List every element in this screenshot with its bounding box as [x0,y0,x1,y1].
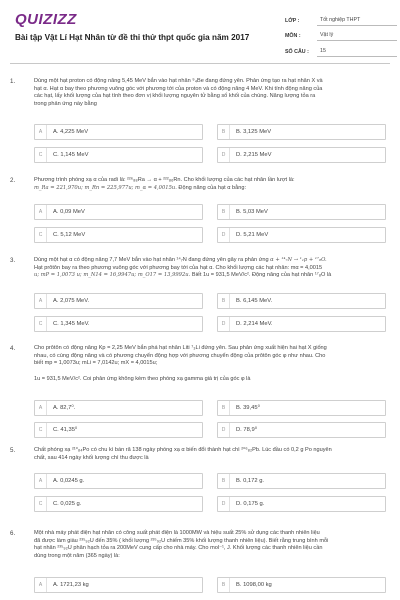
formula: u; mP = 1,0073 u; m_N14 = 16,9947u; m_O17 = 13,9992u. [34,272,191,279]
option-b[interactable] [217,204,386,220]
option-letter: B [218,205,230,219]
question-text [34,177,384,192]
option-text: C. 0,025 g. [53,501,82,507]
option-text: C. 41,35⁰ [53,427,78,433]
option-text: B. 1098,00 kg [236,582,272,588]
question-line [34,257,384,265]
option-letter: D [218,148,230,162]
question-number: 2. [10,177,16,184]
option-d[interactable] [217,227,386,243]
option-c[interactable] [34,147,203,163]
option-letter: C [35,497,47,511]
option-text: C. 5,12 MeV [53,232,86,238]
option-text: A. 1721,23 kg [53,582,89,588]
question-line: dùng trong một năm (365 ngày) là: [34,553,120,560]
option-text: D. 2,214 MeV. [236,321,273,327]
option-c[interactable] [34,422,203,438]
question-text [34,78,384,109]
option-c[interactable] [34,227,203,243]
option-letter: C [35,317,47,331]
option-letter: A [35,125,47,139]
question-line-text: Dùng một hạt α có động năng 7,7 MeV bắn vào hạt nhân ¹⁴₇N đang đứng yên gây ra phản ứng [34,257,271,263]
option-a[interactable] [34,577,203,593]
question-line: Hạt prôtôn bay ra theo phương vuông góc với phương bay tới của hạt α. Cho khối lượng các hạt nhân: mα = 4,0015 [34,264,323,271]
question-line: Một nhà máy phát điện hạt nhân có công suất phát điện là 1000MW và hiệu suất 25% sử dụng các thanh nhiên liệu [34,530,320,536]
question-line: trong phản ứng này bằng [34,101,97,108]
option-letter: B [218,294,230,308]
option-d[interactable] [217,147,386,163]
option-text: B. 39,45⁰ [236,405,260,411]
question-text [34,530,384,561]
option-text: B. 6,145 MeV. [236,298,273,304]
meta-row-class [285,10,397,26]
option-a[interactable] [34,204,203,220]
document-title: Bài tập Vật Lí Hạt Nhân từ đề thi thử thpt quốc gia năm 2017 [15,33,250,42]
option-letter: C [35,423,47,437]
formula: m_Ra = 221,970u; m_Rn = 225,977u; m_α = 4,0015u. [34,184,177,191]
question-line: các hạt, lấy khối lượng của hạt tính theo đơn vị khối lượng nguyên tử bằng số khối của chúng. Năng lượng tỏa ra [34,93,316,100]
option-b[interactable] [217,473,386,489]
option-text: A. 82,7⁰. [53,405,76,411]
option-text: A. 4,225 MeV [53,129,89,135]
option-text: A. 2,075 MeV. [53,298,90,304]
option-a[interactable] [34,293,203,309]
question-2 [10,177,390,267]
option-text: D. 2,215 MeV [236,152,272,158]
question-6 [10,530,390,596]
question-text [34,257,384,280]
question-line: Dùng một hạt proton có động năng 5,45 MeV bắn vào hạt nhân ⁹₄Be đang đứng yên. Phản ứng tạo ra hạt nhân X và [34,78,323,84]
question-number: 3. [10,257,16,264]
option-d[interactable] [217,496,386,512]
option-b[interactable] [217,124,386,140]
meta-value: Vật lý [317,32,397,41]
question-line-text: Động năng của hạt α bằng: [176,184,247,191]
option-letter: A [35,474,47,488]
option-letter: C [35,148,47,162]
option-letter: B [218,578,230,592]
option-letter: C [35,228,47,242]
question-line: hạt α. Hạt α bay theo phương vuông góc với phương tới của proton và có động năng 4 MeV. Khi tính động năng của [34,85,323,92]
option-text: B. 0,172 g. [236,478,265,484]
option-c[interactable] [34,496,203,512]
meta-label: SỐ CÂU : [285,48,309,55]
question-line: Cho prôtôn có động năng Kp = 2,25 MeV bắn phá hạt nhân Liti ⁷₃Li đứng yên. Sau phản ứng xuất hiện hai hạt X giống [34,345,327,351]
question-line: nhau, có cùng động năng và có phương chuyển động hợp với phương chuyển động của prôtôn góc φ như nhau. Cho [34,352,326,359]
question-number: 5. [10,447,16,454]
formula: α + ¹⁴₇N → ¹₁p + ¹⁷₈O. [270,257,327,263]
option-letter: A [35,578,47,592]
option-letter: A [35,401,47,415]
question-line: chất, sau 414 ngày khối lượng chì thu được là [34,454,149,461]
option-letter: D [218,317,230,331]
question-5 [10,447,390,527]
option-a[interactable] [34,473,203,489]
option-text: C. 1,345 MeV. [53,321,90,327]
option-d[interactable] [217,422,386,438]
option-b[interactable] [217,400,386,416]
question-line: hạt nhân ²³⁵₉₂U phân hạch tỏa ra 200MeV cung cấp cho nhà máy. Cho mol⁻¹, J. Khối lượng các thanh nhiên liệu cần [34,545,323,552]
option-d[interactable] [217,316,386,332]
option-text: B. 5,03 MeV [236,209,268,215]
meta-panel [285,10,397,57]
option-a[interactable] [34,124,203,140]
question-line: Phương trình phóng xạ α của radi là: ²²⁶₈₈Ra → α + ²²²₈₆Rn. Cho khối lượng của các hạt nhân lần lượt là: [34,177,295,183]
question-4 [10,345,390,445]
document-header [10,0,390,64]
option-letter: A [35,294,47,308]
option-text: C. 1,145 MeV [53,152,89,158]
option-text: D. 0,175 g. [236,501,265,507]
option-text: A. 0,09 MeV [53,209,85,215]
option-text: D. 5,21 MeV [236,232,269,238]
question-line: biết mp = 1,0073u; mLi = 7,0142u; mX = 4,0015u; [34,360,158,367]
quizizz-logo: QUIZIZZ [15,11,77,28]
option-letter: B [218,474,230,488]
meta-value: 15 [317,48,397,57]
option-letter: B [218,401,230,415]
option-letter: D [218,423,230,437]
question-line: Chất phóng xạ ²¹⁰₈₄Po có chu kì bán rã 138 ngày phóng xạ α biến đổi thành hạt chì ²⁰⁶₈₂Pb. Lúc đầu có 0,2 g Po nguyên [34,447,332,453]
option-c[interactable] [34,316,203,332]
question-3 [10,257,390,347]
question-line [34,272,384,280]
question-number: 4. [10,345,16,352]
question-text [34,345,384,384]
option-b[interactable] [217,577,386,593]
question-line-text: Biết 1u = 931,5 MeV/c². Động năng của hạt nhân ¹⁷₈O là [190,272,332,279]
meta-row-subject [285,26,397,42]
option-text: A. 0,0245 g. [53,478,85,484]
meta-value: Tốt nghiệp THPT [317,17,397,26]
meta-label: LỚP : [285,17,300,24]
option-letter: A [35,205,47,219]
option-letter: D [218,497,230,511]
question-text [34,447,384,462]
question-1 [10,78,390,178]
option-text: B. 3,125 MeV [236,129,272,135]
question-line: đã được làm giàu ²³⁵₉₂U đến 35% ( khối lượng ²³⁵₉₂U chiếm 35% khối lượng thanh nhiên liệu). Biết rằng trung bình mỗi [34,537,329,544]
option-text: D. 78,9⁰ [236,427,258,433]
meta-row-count [285,41,397,57]
question-number: 1. [10,78,16,85]
question-number: 6. [10,530,16,537]
option-letter: B [218,125,230,139]
question-line [34,185,384,193]
option-letter: D [218,228,230,242]
option-b[interactable] [217,293,386,309]
question-line: 1u = 931,5 MeV/c². Coi phản ứng không kèm theo phóng xạ gamma giá trị của góc φ là [34,376,251,383]
option-a[interactable] [34,400,203,416]
meta-label: MÔN : [285,33,301,39]
